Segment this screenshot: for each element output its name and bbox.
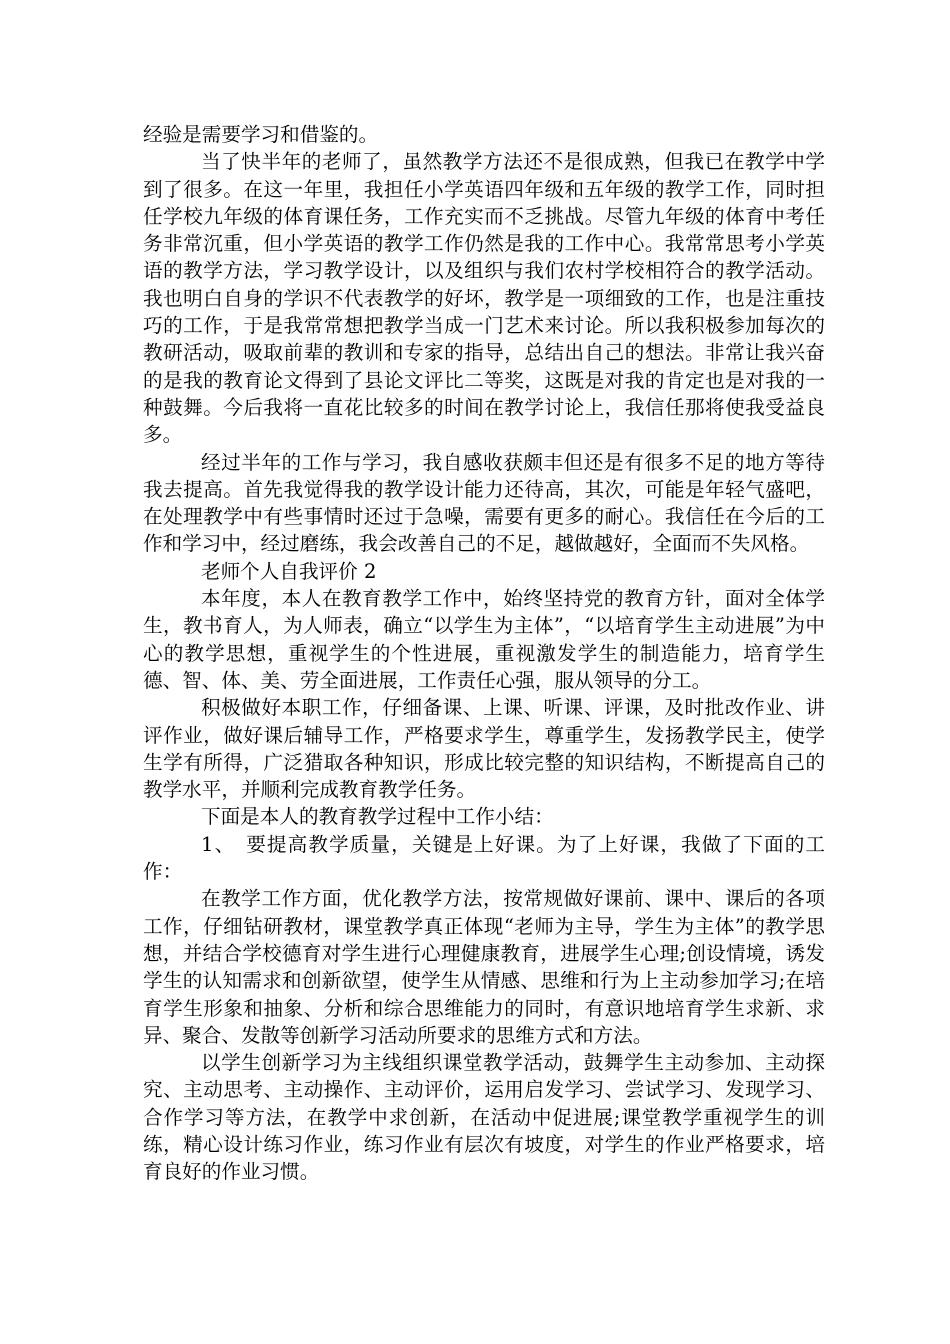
section-heading: 老师个人自我评价 2 xyxy=(201,559,377,583)
paragraph: 经过半年的工作与学习，我自感收获颇丰但还是有很多不足的地方等待我去提高。首先我觉得我的教学设计能力还待高，其次，可能是年轻气盛吧，在处理教学中有些事情时还过于急噪，需要有更多的耐心。我信任在今后的工作和学习中，经过磨练，我会改善自己的不足，越做越好，全面而不失风格。 xyxy=(143,450,825,556)
paragraph: 在教学工作方面，优化教学方法，按常规做好课前、课中、课后的各项工作，仔细钻研教材，课堂教学真正体现“老师为主导，学生为主体”的教学思想，并结合学校德育对学生进行心理健康教育，进展学生心理;创设情境，诱发学生的认知需求和创新欲望，使学生从情感、思维和行为上主动参加学习;在培育学生形象和抽象、分析和综合思维能力的同时，有意识地培育学生求新、求异、聚合、发散等创新学习活动所要求的思维方式和方法。 xyxy=(143,887,825,1047)
numbered-item: 1、 要提高教学质量，关键是上好课。为了上好课，我做了下面的工作： xyxy=(143,832,825,884)
paragraph: 下面是本人的教育教学过程中工作小结： xyxy=(201,805,554,829)
paragraph: 积极做好本职工作，仔细备课、上课、听课、评课，及时批改作业、讲评作业，做好课后辅导工作，严格要求学生，尊重学生，发扬教学民主，使学生学有所得，广泛猎取各种知识，形成比较完整的知识结构，不断提高自己的教学水平，并顺利完成教育教学任务。 xyxy=(143,696,825,802)
paragraph: 本年度，本人在教育教学工作中，始终坚持党的教育方针，面对全体学生，教书育人，为人师表，确立“以学生为主体”，“以培育学生主动进展”为中心的教学思想，重视学生的个性进展，重视激发学生的制造能力，培育学生德、智、体、美、劳全面进展，工作责任心强，服从领导的分工。 xyxy=(143,587,825,692)
paragraph: 经验是需要学习和借鉴的。 xyxy=(143,123,379,146)
document-body xyxy=(143,121,825,1186)
paragraph: 当了快半年的老师了，虽然教学方法还不是很成熟，但我已在教学中学到了很多。在这一年里，我担任小学英语四年级和五年级的教学工作，同时担任学校九年级的体育课任务，工作充实而不乏挑战。尽管九年级的体育中考任务非常沉重，但小学英语的教学工作仍然是我的工作中心。我常常思考小学英语的教学方法，学习教学设计，以及组织与我们农村学校相符合的教学活动。我也明白自身的学识不代表教学的好坏，教学是一项细致的工作，也是注重技巧的工作，于是我常常想把教学当成一门艺术来讨论。所以我积极参加每次的教研活动，吸取前辈的教训和专家的指导，总结出自己的想法。非常让我兴奋的是我的教育论文得到了县论文评比二等奖，这既是对我的肯定也是对我的一种鼓舞。今后我将一直花比较多的时间在教学讨论上，我信任那将使我受益良多。 xyxy=(143,150,825,447)
paragraph: 以学生创新学习为主线组织课堂教学活动，鼓舞学生主动参加、主动探究、主动思考、主动操作、主动评价，运用启发学习、尝试学习、发现学习、合作学习等方法，在教学中求创新，在活动中促进展;课堂教学重视学生的训练，精心设计练习作业，练习作业有层次有坡度，对学生的作业严格要求，培育良好的作业习惯。 xyxy=(143,1051,825,1184)
